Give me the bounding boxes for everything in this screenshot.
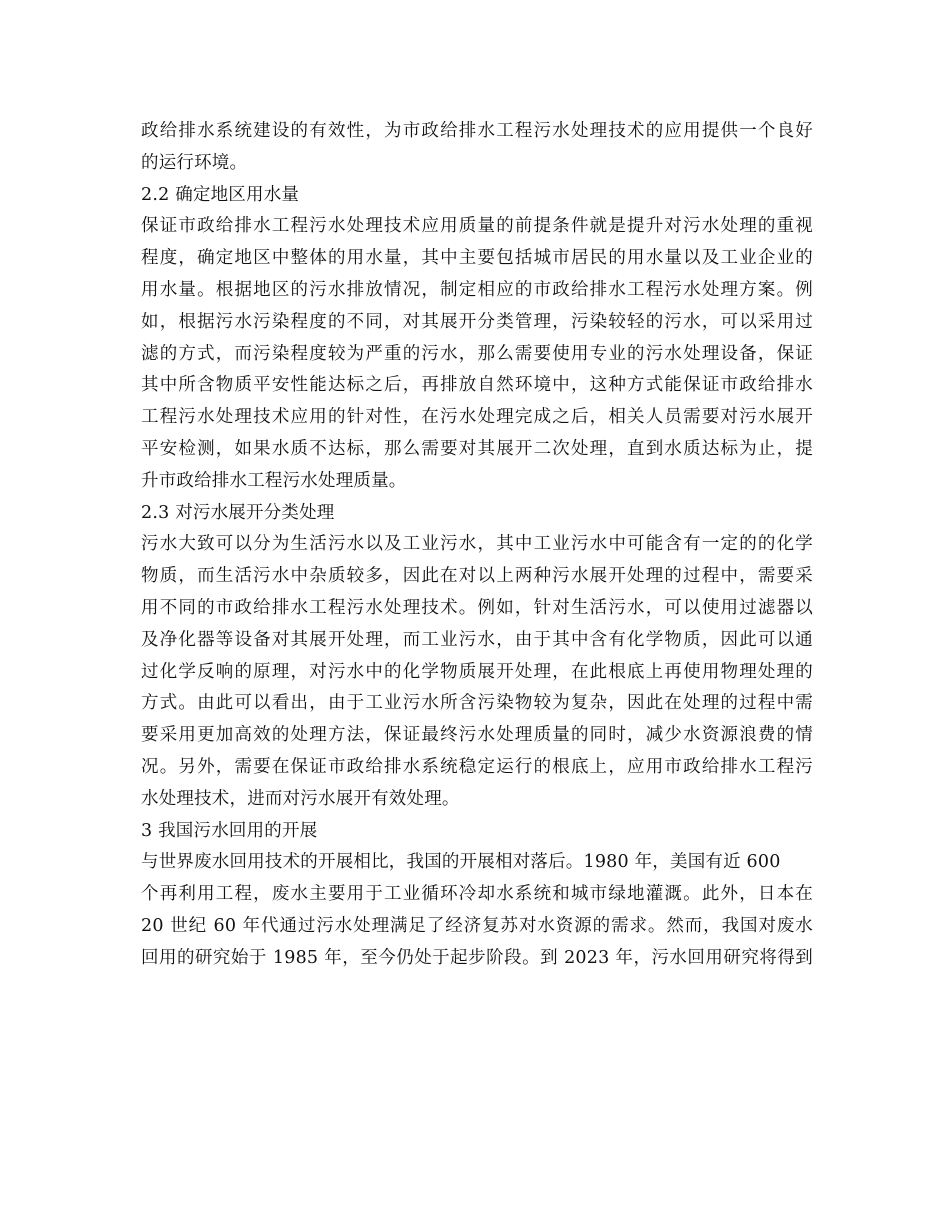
paragraph-line: 况。另外，需要在保证市政给排水系统稳定运行的根底上，应用市政给排水工程污 [141, 756, 813, 777]
paragraph-line: 程度，确定地区中整体的用水量，其中主要包括城市居民的用水量以及工业企业的 [141, 248, 813, 269]
paragraph-line: 与世界废水回用技术的开展相比，我国的开展相对落后。1980 年，美国有近 600 [141, 852, 781, 873]
paragraph-line: 用不同的市政给排水工程污水处理技术。例如，针对生活污水，可以使用过滤器以 [141, 597, 813, 618]
paragraph-line: 政给排水系统建设的有效性，为市政给排水工程污水处理技术的应用提供一个良好 [141, 121, 813, 141]
paragraph-line: 保证市政给排水工程污水处理技术应用质量的前提条件就是提升对污水处理的重视 [141, 216, 813, 237]
paragraph-line: 水处理技术，进而对污水展开有效处理。 [141, 788, 460, 809]
paragraph-line: 滤的方式，而污染程度较为严重的污水，那么需要使用专业的污水处理设备，保证 [141, 343, 813, 364]
paragraph-line: 平安检测，如果水质不达标，那么需要对其展开二次处理，直到水质达标为止，提 [141, 438, 813, 459]
paragraph-line: 要采用更加高效的处理方法，保证最终污水处理质量的同时，减少水资源浪费的情 [141, 725, 813, 746]
paragraph-line: 回用的研究始于 1985 年，至今仍处于起步阶段。到 2023 年，污水回用研究将得到 [141, 947, 813, 968]
paragraph-line: 个再利用工程，废水主要用于工业循环冷却水系统和城市绿地灌溉。此外，日本在 [141, 884, 813, 905]
paragraph-line: 及净化器等设备对其展开处理，而工业污水，由于其中含有化学物质，因此可以通 [141, 629, 813, 650]
paragraph-line: 的运行环境。 [141, 152, 248, 173]
paragraph-line: 如，根据污水污染程度的不同，对其展开分类管理，污染较轻的污水，可以采用过 [141, 311, 813, 332]
section-heading-3: 3 我国污水回用的开展 [141, 820, 318, 841]
section-heading-2-3: 2.3 对污水展开分类处理 [141, 502, 335, 523]
paragraph-line: 工程污水处理技术应用的针对性，在污水处理完成之后，相关人员需要对污水展开 [141, 407, 813, 428]
paragraph-line: 物质，而生活污水中杂质较多，因此在对以上两种污水展开处理的过程中，需要采 [141, 566, 813, 587]
paragraph-line: 其中所含物质平安性能达标之后，再排放自然环境中，这种方式能保证市政给排水 [141, 375, 813, 396]
document-page [141, 116, 813, 975]
paragraph-line: 过化学反响的原理，对污水中的化学物质展开处理，在此根底上再使用物理处理的 [141, 661, 813, 682]
paragraph-line: 升市政给排水工程污水处理质量。 [141, 470, 407, 491]
paragraph-line: 污水大致可以分为生活污水以及工业污水，其中工业污水中可能含有一定的的化学 [141, 534, 813, 555]
paragraph-line: 用水量。根据地区的污水排放情况，制定相应的市政给排水工程污水处理方案。例 [141, 279, 813, 300]
section-heading-2-2: 2.2 确定地区用水量 [141, 184, 300, 205]
paragraph-line: 方式。由此可以看出，由于工业污水所含污染物较为复杂，因此在处理的过程中需 [141, 693, 813, 714]
paragraph-line: 20 世纪 60 年代通过污水处理满足了经济复苏对水资源的需求。然而，我国对废水 [141, 915, 813, 936]
